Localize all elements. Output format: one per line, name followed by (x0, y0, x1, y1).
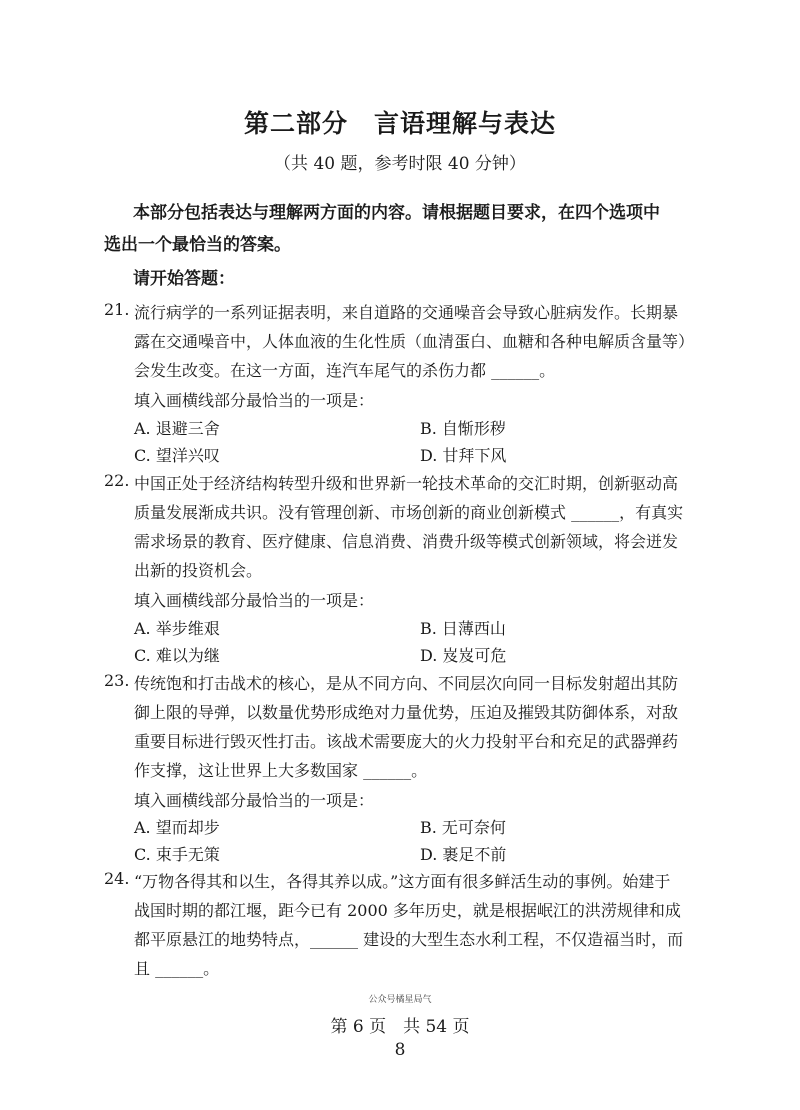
question-text-line: 传统饱和打击战术的核心，是从不同方向、不同层次向同一目标发射超出其防 (134, 674, 679, 693)
question-text-line: 都平原悬江的地势特点，______ 建设的大型生态水利工程，不仅造福当时，而 (134, 930, 684, 949)
question-text-line: 御上限的导弹，以数量优势形成绝对力量优势，压迫及摧毁其防御体系，对敌 (134, 703, 679, 722)
question-text-line: “万物各得其和以生，各得其养以成。”这方面有很多鲜活生动的事例。始建于 (134, 872, 671, 891)
section-subtitle: （共 40 题，参考时限 40 分钟） (274, 154, 526, 174)
question-number: 21. (104, 300, 130, 319)
question-number: 24. (104, 869, 130, 888)
question-text-line: 会发生改变。在这一方面，连汽车尾气的杀伤力都 ______。 (134, 361, 556, 380)
option-b[interactable]: B. 自惭形秽 (420, 419, 506, 438)
option-d[interactable]: D. 裹足不前 (420, 845, 507, 864)
question-text-line: 且 ______。 (134, 959, 220, 978)
option-b[interactable]: B. 无可奈何 (420, 818, 506, 837)
sheet-number: 8 (394, 1040, 406, 1060)
question-text-line: 流行病学的一系列证据表明，来自道路的交通噪音会导致心脏病发作。长期暴 (134, 303, 679, 322)
page-number: 第 6 页 共 54 页 (330, 1017, 470, 1037)
instructions-line-1: 本部分包括表达与理解两方面的内容。请根据题目要求，在四个选项中 (133, 203, 660, 223)
question-text-line: 重要目标进行毁灭性打击。该战术需要庞大的火力投射平台和充足的武器弹药 (134, 732, 679, 751)
question-prompt: 填入画横线部分最恰当的一项是： (134, 391, 375, 410)
instructions-line-2: 选出一个最恰当的答案。 (104, 235, 291, 255)
option-c[interactable]: C. 望洋兴叹 (134, 446, 220, 465)
option-d[interactable]: D. 甘拜下风 (420, 446, 507, 465)
option-c[interactable]: C. 难以为继 (134, 646, 220, 665)
watermark-note: 公众号橘星局气 (368, 995, 432, 1005)
option-b[interactable]: B. 日薄西山 (420, 619, 506, 638)
option-d[interactable]: D. 岌岌可危 (420, 646, 507, 665)
question-text-line: 战国时期的都江堰，距今已有 2000 多年历史，就是根据岷江的洪涝规律和成 (134, 901, 681, 920)
option-a[interactable]: A. 望而却步 (134, 818, 220, 837)
question-text-line: 质量发展渐成共识。没有管理创新、市场创新的商业创新模式 ______，有真实 (134, 503, 684, 522)
question-text-line: 需求场景的教育、医疗健康、信息消费、消费升级等模式创新领域，将会迸发 (134, 532, 679, 551)
question-number: 23. (104, 671, 130, 690)
question-prompt: 填入画横线部分最恰当的一项是： (134, 591, 375, 610)
question-number: 22. (104, 471, 130, 490)
question-text-line: 露在交通噪音中，人体血液的生化性质（血清蛋白、血糖和各种电解质含量等） (134, 332, 695, 351)
question-text-line: 中国正处于经济结构转型升级和世界新一轮技术革命的交汇时期，创新驱动高 (134, 474, 679, 493)
section-title: 第二部分 言语理解与表达 (243, 109, 556, 138)
start-prompt: 请开始答题： (133, 269, 235, 289)
option-c[interactable]: C. 束手无策 (134, 845, 220, 864)
question-text-line: 作支撑，这让世界上大多数国家 ______。 (134, 761, 428, 780)
question-text-line: 出新的投资机会。 (134, 561, 263, 580)
question-prompt: 填入画横线部分最恰当的一项是： (134, 791, 375, 810)
option-a[interactable]: A. 退避三舍 (134, 419, 220, 438)
option-a[interactable]: A. 举步维艰 (134, 619, 220, 638)
